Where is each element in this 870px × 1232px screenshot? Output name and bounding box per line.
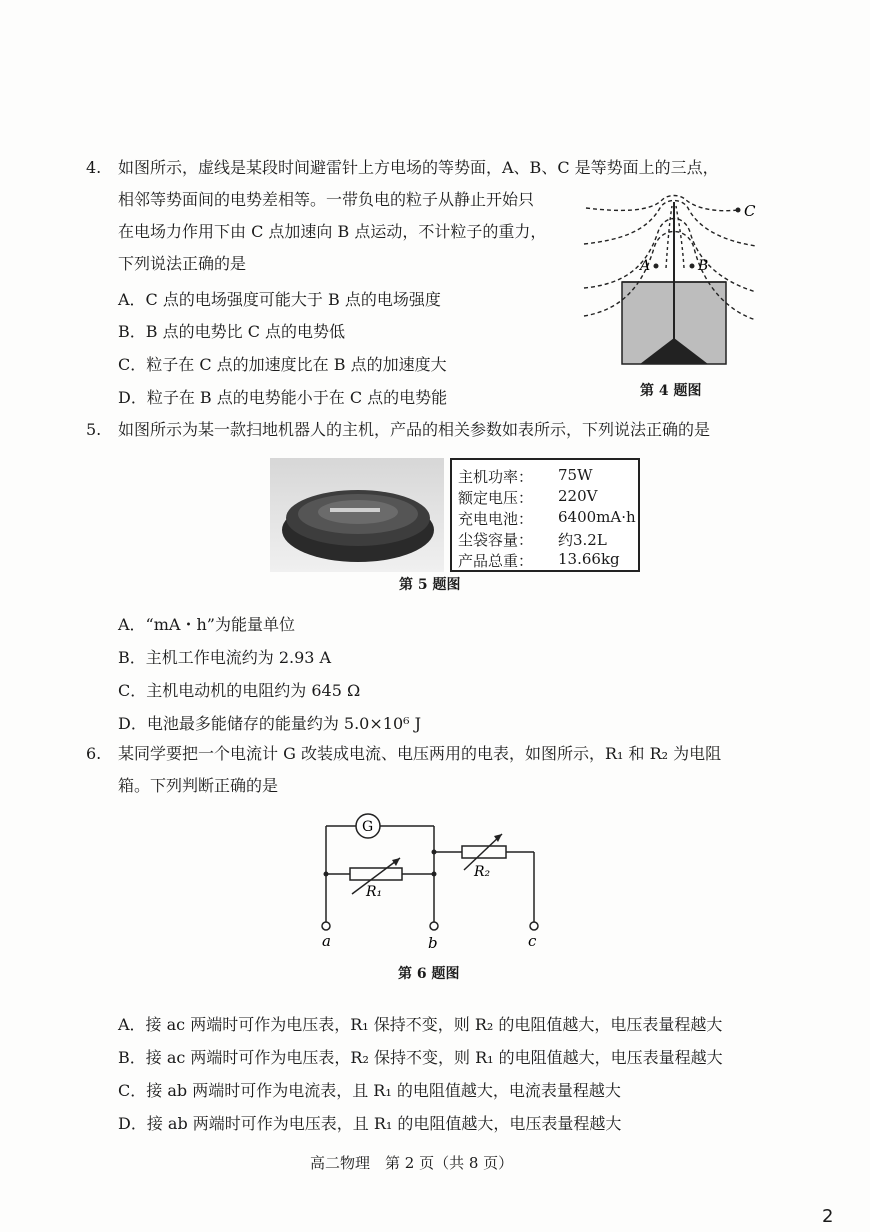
q6-option-c[interactable]: C．接 ab 两端时可作为电流表，且 R₁ 的电阻值越大，电流表量程越大 [118,1081,621,1100]
point-b [690,264,695,269]
terminal-c-label: c [528,932,537,950]
q5-option-d[interactable]: D．电池最多能储存的能量约为 5.0×10⁶ J [118,714,422,733]
r2-label: R₂ [474,864,491,880]
page-corner-number: 2 [822,1206,834,1227]
q5-option-a[interactable]: A．“mA・h”为能量单位 [118,615,295,634]
q6-figure-caption: 第 6 题图 [398,966,460,982]
terminal-b-label: b [428,934,438,952]
label-c: C [744,202,756,220]
label-a: A [640,258,651,274]
spec-row: 额定电压： 220V [458,487,598,507]
spec-row: 尘袋容量： 约3.2L [458,531,607,549]
q6-option-a[interactable]: A．接 ac 两端时可作为电压表，R₁ 保持不变，则 R₂ 的电阻值越大，电压表量程越大 [118,1015,723,1034]
terminal-b [430,922,438,930]
point-c [736,208,741,213]
q4-option-d[interactable]: D．粒子在 B 点的电势能小于在 C 点的电势能 [118,388,448,407]
q6-option-d[interactable]: D．接 ab 两端时可作为电压表，且 R₁ 的电阻值越大，电压表量程越大 [118,1114,622,1133]
r1-label: R₁ [366,884,383,900]
q5-stem-line1: 如图所示为某一款扫地机器人的主机，产品的相关参数如表所示，下列说法正确的是 [118,420,711,439]
robot-vacuum-photo [270,458,444,572]
q4-stem-line2: 相邻等势面间的电势差相等。一带负电的粒子从静止开始只 [118,190,535,209]
q4-option-c[interactable]: C．粒子在 C 点的加速度比在 B 点的加速度大 [118,355,447,374]
page-footer: 高二物理 第 2 页（共 8 页） [310,1154,514,1172]
q4-stem-line4: 下列说法正确的是 [118,254,247,273]
q4-number: 4. [86,158,102,177]
q4-stem-line3: 在电场力作用下由 C 点加速向 B 点运动，不计粒子的重力， [118,222,547,241]
terminal-a [322,922,330,930]
q6-stem-line2: 箱。下列判断正确的是 [118,776,279,795]
q5-figure-caption: 第 5 题图 [399,577,461,593]
q6-circuit-diagram [316,812,556,957]
q4-option-a[interactable]: A．C 点的电场强度可能大于 B 点的电场强度 [118,290,441,309]
terminal-a-label: a [322,932,331,950]
spec-table [450,458,640,572]
robot-vacuum-image [270,458,444,572]
spec-row: 产品总重： 13.66kg [458,550,620,570]
q4-option-b[interactable]: B．B 点的电势比 C 点的电势低 [118,322,346,341]
label-b: B [698,258,709,274]
q6-option-b[interactable]: B．接 ac 两端时可作为电压表，R₂ 保持不变，则 R₁ 的电阻值越大，电压表量程越大 [118,1048,723,1067]
terminal-c [530,922,538,930]
q5-number: 5. [86,420,102,439]
q4-stem-line1: 如图所示，虚线是某段时间避雷针上方电场的等势面，A、B、C 是等势面上的三点， [118,158,719,177]
q5-option-b[interactable]: B．主机工作电流约为 2.93 A [118,648,332,667]
q5-option-c[interactable]: C．主机电动机的电阻约为 645 Ω [118,681,361,700]
point-a [654,264,659,269]
q6-stem-line1: 某同学要把一个电流计 G 改装成电流、电压两用的电表，如图所示，R₁ 和 R₂ 为电阻 [118,744,722,763]
q6-number: 6. [86,744,102,763]
g-label: G [362,819,374,835]
q4-figure-equipotential [580,188,760,373]
q4-figure-caption: 第 4 题图 [640,383,702,399]
spec-row: 充电电池： 6400mA·h [458,508,636,528]
spec-row: 主机功率： 75W [458,466,593,486]
